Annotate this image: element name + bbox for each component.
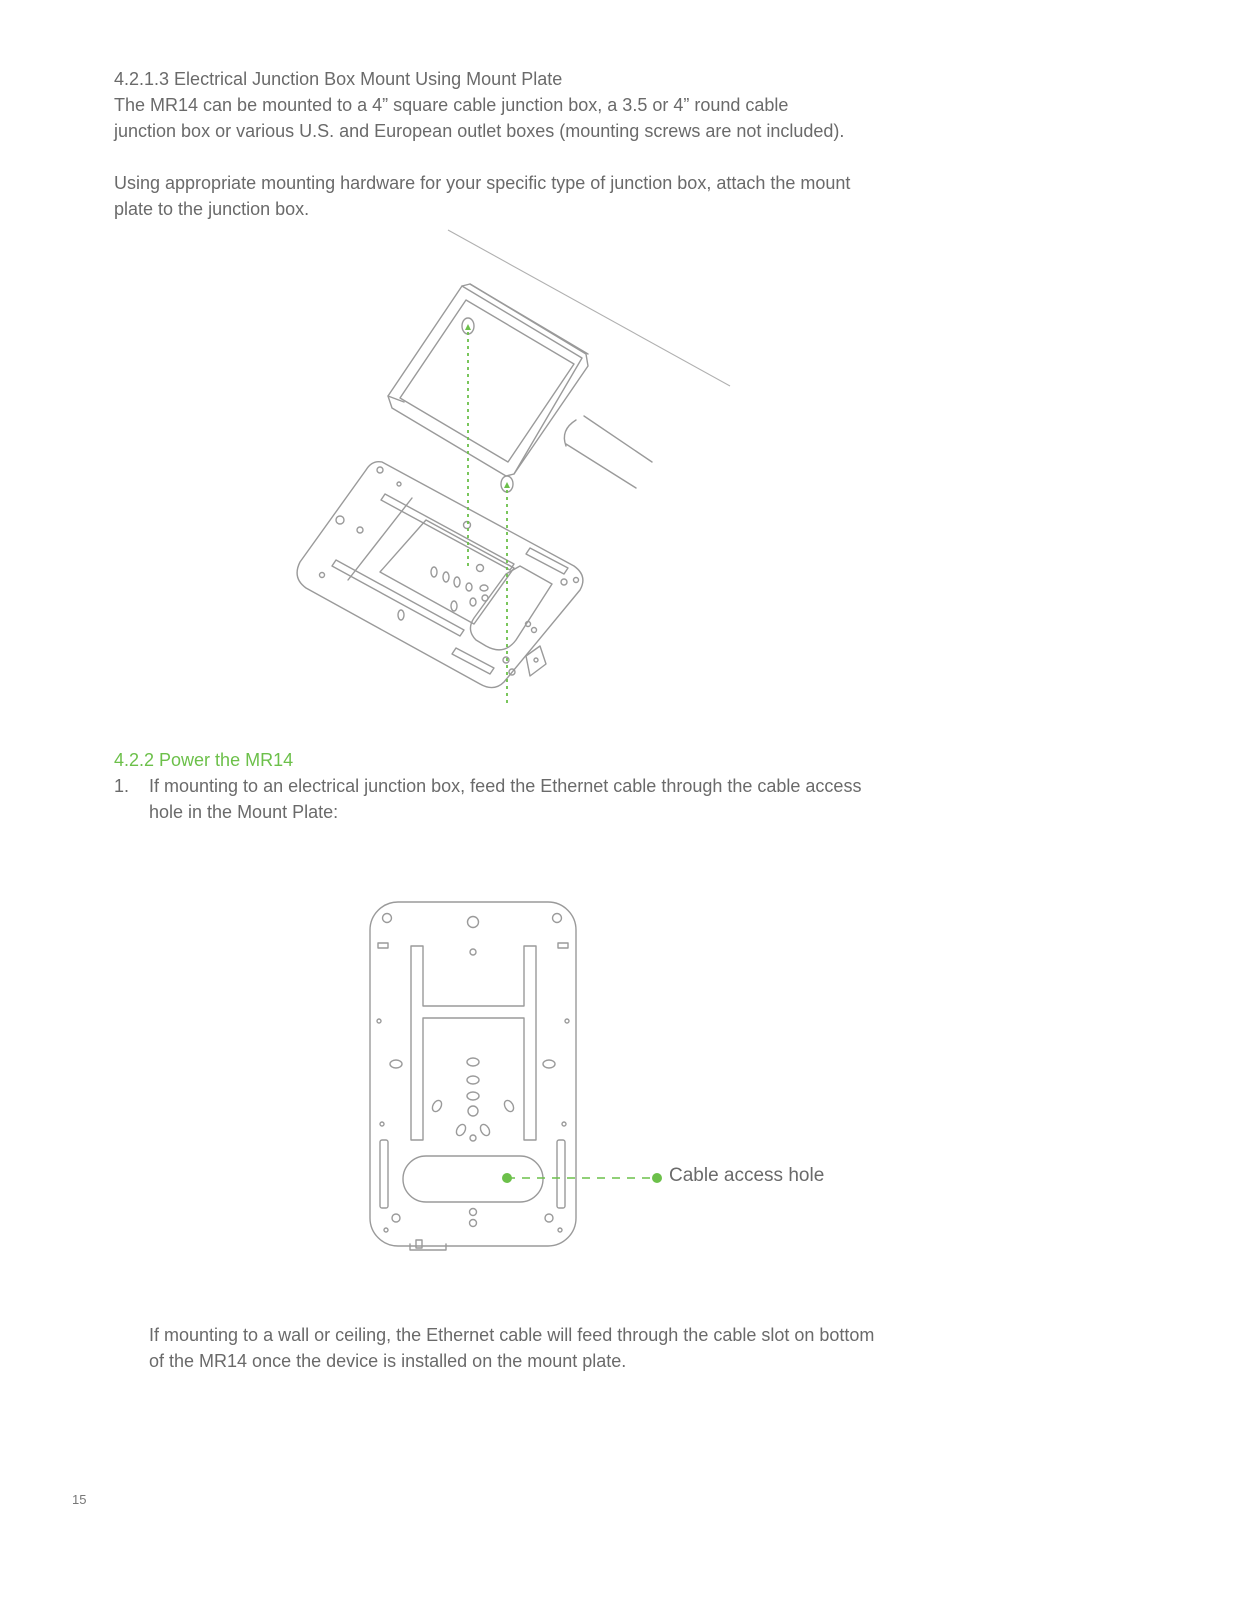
paragraph-line: plate to the junction box. xyxy=(114,199,310,219)
paragraph-line: Using appropriate mounting hardware for your specific type of junction box, attach the mount xyxy=(114,173,851,193)
step-line: hole in the Mount Plate: xyxy=(149,802,339,822)
section-heading-4213: 4.2.1.3 Electrical Junction Box Mount Using Mount Plate xyxy=(114,69,563,89)
note-line: If mounting to a wall or ceiling, the Ethernet cable will feed through the cable slot on bottom xyxy=(149,1325,875,1345)
paragraph-line: The MR14 can be mounted to a 4” square cable junction box, a 3.5 or 4” round cable xyxy=(114,95,789,115)
paragraph-line: junction box or various U.S. and European outlet boxes (mounting screws are not included). xyxy=(114,121,845,141)
list-number: 1. xyxy=(114,776,130,796)
note-line: of the MR14 once the device is installed on the mount plate. xyxy=(149,1351,627,1371)
cable-access-hole-label: Cable access hole xyxy=(669,1165,825,1186)
section-heading-422: 4.2.2 Power the MR14 xyxy=(114,750,294,770)
page-number: 15 xyxy=(72,1492,87,1507)
step-line: If mounting to an electrical junction box, feed the Ethernet cable through the cable access xyxy=(149,776,862,796)
